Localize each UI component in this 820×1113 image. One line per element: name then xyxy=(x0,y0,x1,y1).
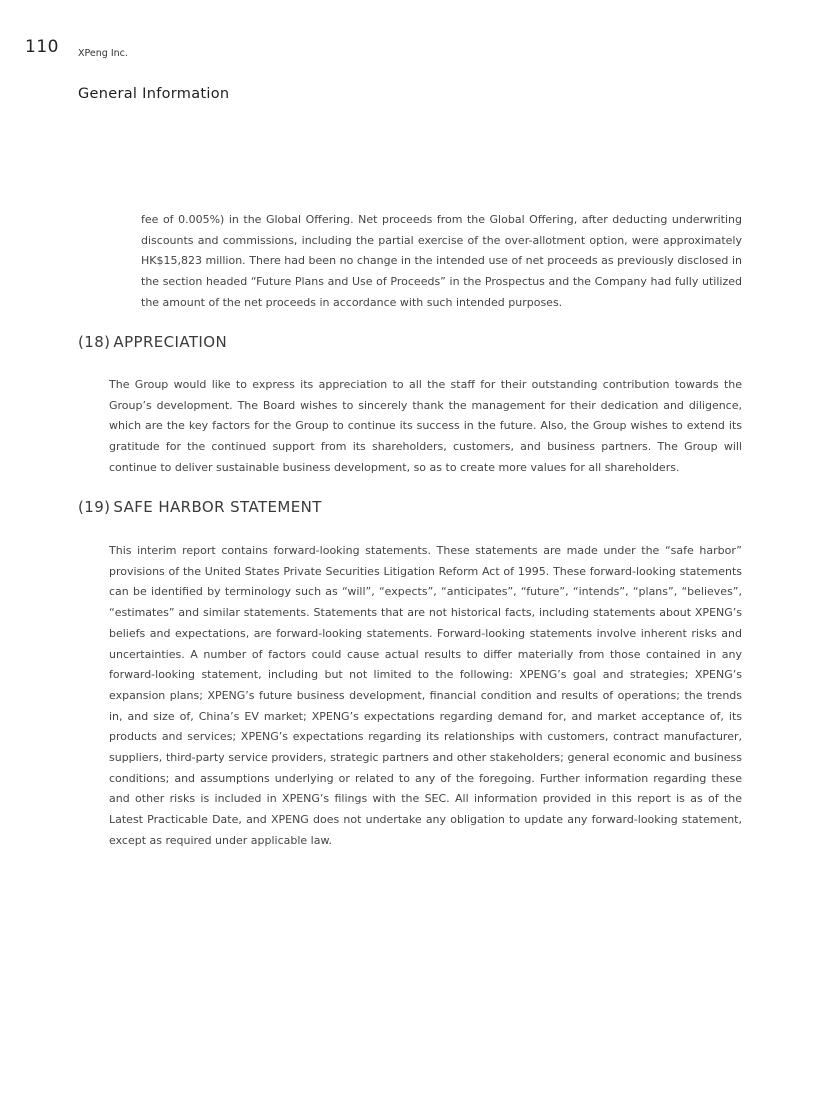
continuation-paragraph: fee of 0.005%) in the Global Offering. Net proceeds from the Global Offering, after deducting underwriting discounts and commissions, including the partial exercise of the over-allotment option, were approximately HK$15,823 million. There had been no change in the intended use of net proceeds as previously disclosed in the section headed “Future Plans and Use of Proceeds” in the Prospectus and the Company had fully utilized the amount of the net proceeds in accordance with such intended purposes. xyxy=(141,213,742,309)
heading-appreciation xyxy=(78,333,227,351)
heading-title: APPRECIATION xyxy=(113,333,228,351)
section-header: General Information xyxy=(78,86,230,102)
heading-safe-harbor xyxy=(78,498,322,516)
heading-number: (19) xyxy=(78,498,111,516)
heading-number: (18) xyxy=(78,333,111,351)
appreciation-paragraph: The Group would like to express its appreciation to all the staff for their outstanding contribution towards the Group’s development. The Board wishes to sincerely thank the management for their dedication and diligence, which are the key factors for the Group to continue its success in the future. Also, the Group wishes to extend its gratitude for the continued support from its shareholders, customers, and business partners. The Group will continue to deliver sustainable business development, so as to create more values for all shareholders. xyxy=(109,378,742,474)
heading-title: SAFE HARBOR STATEMENT xyxy=(113,498,322,516)
page-number: 110 xyxy=(25,37,59,57)
safe-harbor-paragraph: This interim report contains forward-looking statements. These statements are made under the “safe harbor” provisions of the United States Private Securities Litigation Reform Act of 1995. These forward-looking statements can be identified by terminology such as “will”, “expects”, “anticipates”, “future”, “intends”, “plans”, “believes”, “estimates” and similar statements. Statements that are not historical facts, including statements about XPENG’s beliefs and expectations, are forward-looking statements. Forward-looking statements involve inherent risks and uncertainties. A number of factors could cause actual results to differ materially from those contained in any forward-looking statement, including but not limited to the following: XPENG’s goal and strategies; XPENG’s expansion plans; XPENG’s future business development, financial condition and results of operations; the trends in, and size of, China’s EV market; XPENG’s expectations regarding demand for, and market acceptance of, its products and services; XPENG’s expectations regarding its relationships with customers, contract manufacturer, suppliers, third-party service providers, strategic partners and other stakeholders; general economic and business conditions; and assumptions underlying or related to any of the foregoing. Further information regarding these and other risks is included in XPENG’s filings with the SEC. All information provided in this report is as of the Latest Practicable Date, and XPENG does not undertake any obligation to update any forward-looking statement, except as required under applicable law. xyxy=(109,544,742,847)
company-name: XPeng Inc. xyxy=(78,48,128,59)
